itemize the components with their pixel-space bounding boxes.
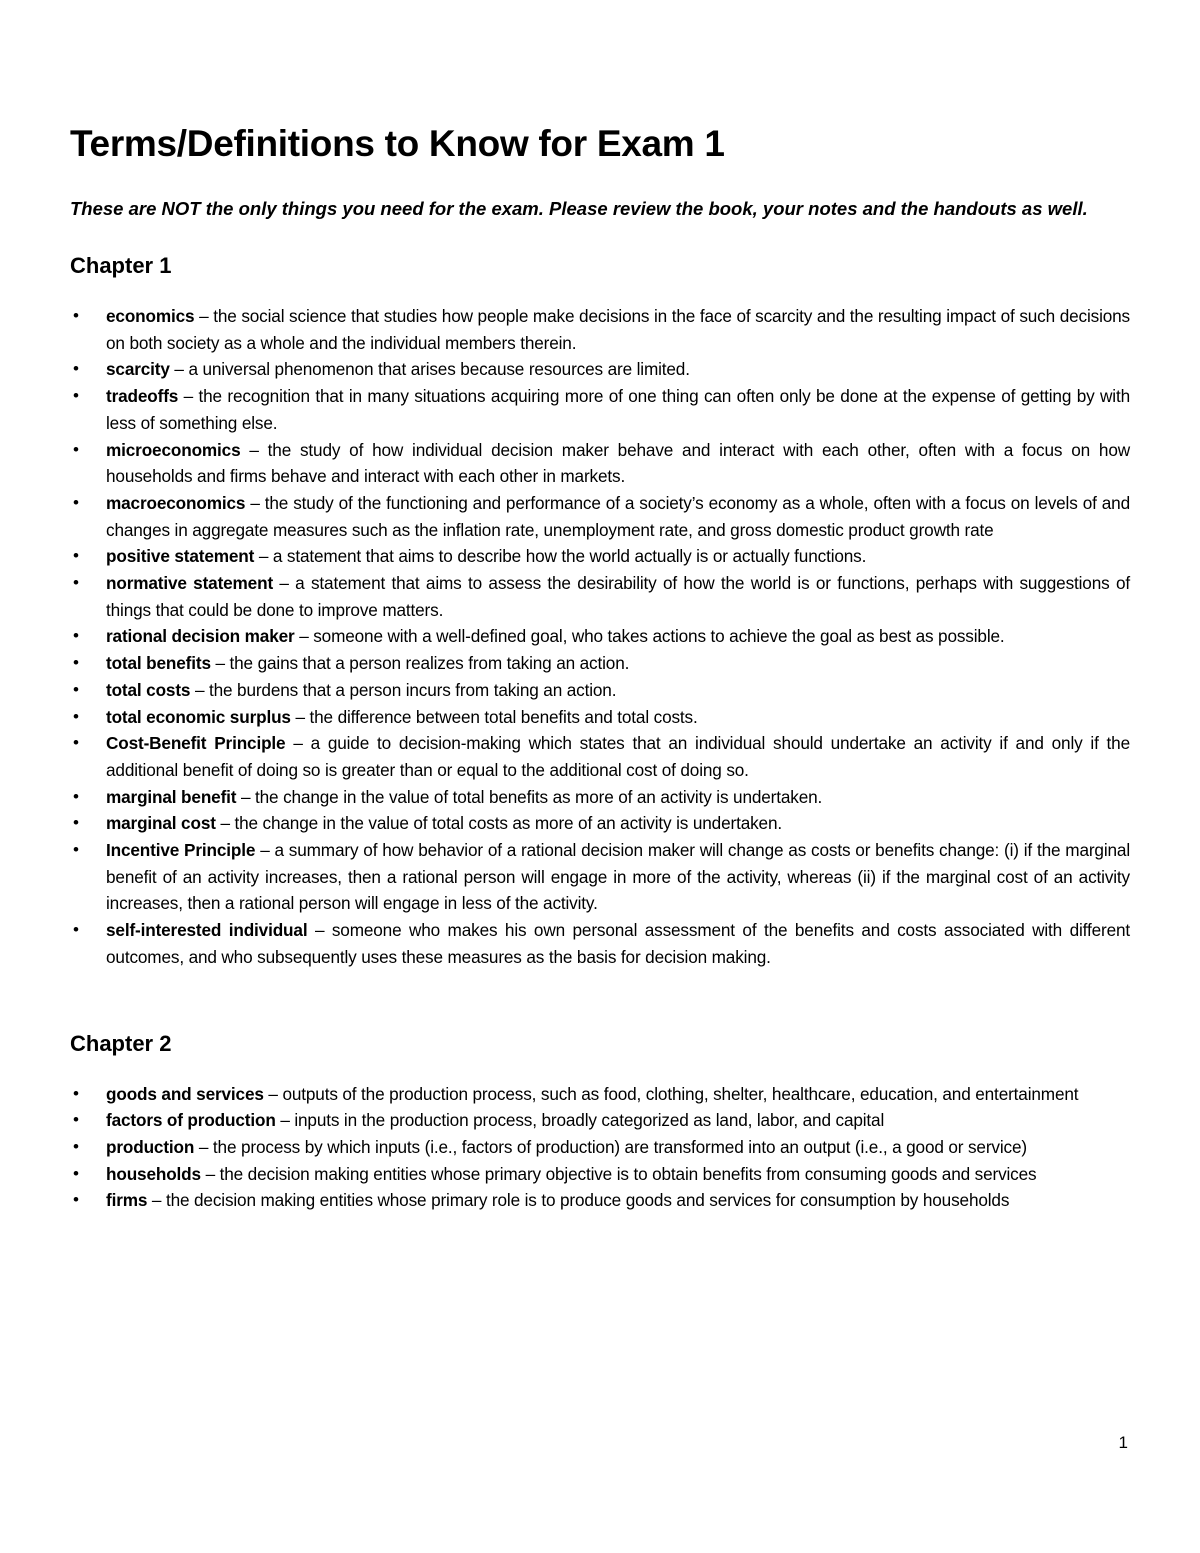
bullet-icon: • — [73, 813, 79, 833]
term-definition: – a statement that aims to assess the desirability of how the world is or functions, perhaps with suggestions of things that could be done to improve matters. — [106, 573, 1130, 620]
term-definition: – a guide to decision-making which states that an individual should undertake an activity if and only if the additional benefit of doing so is greater than or equal to the additional cost of doing so. — [106, 733, 1130, 780]
term-name: marginal cost — [106, 813, 216, 834]
term-name: marginal benefit — [106, 786, 237, 807]
bullet-icon: • — [73, 439, 79, 459]
term-definition: – the burdens that a person incurs from taking an action. — [190, 679, 617, 700]
term-definition: – a summary of how behavior of a rational decision maker will change as costs or benefits change: (i) if the marginal benefit of an activity increases, then a rational person will engage in more of the activity, whereas (ii) if the marginal cost of an activity increases, then a rational person will engage in less of the activity. — [106, 840, 1130, 914]
term-name: total costs — [106, 679, 191, 700]
intro-note: These are NOT the only things you need for the exam. Please review the book, your notes and the handouts as well. — [70, 198, 1088, 219]
term-item — [70, 917, 1130, 970]
bullet-icon: • — [73, 733, 79, 753]
bullet-icon: • — [73, 920, 79, 940]
term-name: Incentive Principle — [106, 840, 256, 861]
document-page — [70, 120, 1130, 1214]
term-definition: – the process by which inputs (i.e., factors of production) are transformed into an output (i.e., a good or service) — [194, 1136, 1027, 1157]
term-name: economics — [106, 306, 195, 326]
term-definition: – outputs of the production process, such as food, clothing, shelter, healthcare, education, and entertainment — [263, 1083, 1079, 1104]
bullet-icon: • — [73, 546, 79, 566]
bullet-icon: • — [73, 573, 79, 593]
term-name: scarcity — [106, 359, 170, 380]
term-item — [70, 1134, 1130, 1161]
term-name: tradeoffs — [106, 386, 179, 407]
term-definition: – the gains that a person realizes from taking an action. — [210, 653, 630, 674]
term-name: factors of production — [106, 1110, 276, 1131]
page-number: 1 — [1118, 1433, 1128, 1452]
term-item — [70, 837, 1130, 917]
bullet-icon: • — [73, 1163, 79, 1183]
term-definition: – the study of the functioning and performance of a society’s economy as a whole, often with a focus on levels of and changes in aggregate measures such as the inflation rate, unemployment rate, and gross domestic product growth rate — [106, 492, 1130, 540]
term-item — [70, 303, 1130, 356]
term-item — [70, 1161, 1130, 1188]
term-item — [70, 704, 1130, 731]
chapter-2-term-list — [70, 1081, 1130, 1215]
term-definition: – someone with a well-defined goal, who takes actions to achieve the goal as best as possible. — [294, 626, 1005, 647]
term-name: goods and services — [106, 1083, 264, 1104]
term-item — [70, 543, 1130, 570]
term-name: total economic surplus — [106, 706, 291, 727]
chapter-2-heading: Chapter 2 — [70, 1030, 172, 1056]
bullet-icon: • — [73, 359, 79, 379]
term-definition: – the decision making entities whose primary role is to produce goods and services for consumption by households — [147, 1190, 1010, 1211]
bullet-icon: • — [73, 1136, 79, 1156]
term-item — [70, 1187, 1130, 1214]
bullet-icon: • — [73, 1083, 79, 1103]
bullet-icon: • — [73, 786, 79, 806]
term-item — [70, 490, 1130, 543]
chapter-1-term-list — [70, 303, 1130, 971]
bullet-icon: • — [73, 306, 79, 325]
bullet-icon: • — [73, 492, 79, 512]
term-item — [70, 437, 1130, 490]
bullet-icon: • — [73, 386, 79, 406]
term-definition: – the recognition that in many situations acquiring more of one thing can often only be done at the expense of getting by with less of something else. — [106, 386, 1130, 433]
term-item — [70, 1081, 1130, 1108]
term-item — [70, 623, 1130, 650]
term-definition: – the change in the value of total costs as more of an activity is undertaken. — [215, 813, 782, 834]
document-title: Terms/Definitions to Know for Exam 1 — [70, 123, 725, 164]
term-name: total benefits — [106, 653, 211, 674]
term-name: Cost-Benefit Principle — [106, 733, 286, 754]
term-item — [70, 730, 1130, 783]
term-item — [70, 810, 1130, 837]
term-definition: – the study of how individual decision maker behave and interact with each other, often with a focus on how households and firms behave and interact with each other in markets. — [106, 439, 1130, 487]
term-item — [70, 677, 1130, 704]
term-definition: – a universal phenomenon that arises because resources are limited. — [169, 359, 690, 380]
bullet-icon: • — [73, 679, 79, 699]
term-definition: – the difference between total benefits and total costs. — [290, 706, 698, 727]
term-name: positive statement — [106, 546, 255, 567]
bullet-icon: • — [73, 1110, 79, 1130]
chapter-1-heading: Chapter 1 — [70, 253, 172, 278]
bullet-icon: • — [73, 840, 79, 860]
term-definition: – a statement that aims to describe how the world actually is or actually functions. — [254, 546, 867, 567]
term-item — [70, 1107, 1130, 1134]
term-name: self-interested individual — [106, 920, 308, 941]
term-item — [70, 570, 1130, 623]
term-item — [70, 784, 1130, 811]
term-name: production — [106, 1136, 195, 1157]
term-definition: – the social science that studies how people make decisions in the face of scarcity and the resulting impact of such decisions on both society as a whole and the individual members therein. — [106, 306, 1130, 353]
term-item — [70, 383, 1130, 436]
bullet-icon: • — [73, 626, 79, 646]
term-name: microeconomics — [106, 439, 241, 460]
term-name: households — [106, 1163, 201, 1184]
term-name: rational decision maker — [106, 626, 295, 647]
term-definition: – inputs in the production process, broadly categorized as land, labor, and capital — [275, 1110, 885, 1131]
term-definition: – the decision making entities whose primary objective is to obtain benefits from consuming goods and services — [200, 1163, 1037, 1184]
term-definition: – someone who makes his own personal assessment of the benefits and costs associated with different outcomes, and who subsequently uses these measures as the basis for decision making. — [106, 920, 1131, 967]
bullet-icon: • — [73, 706, 79, 726]
term-item — [70, 650, 1130, 677]
bullet-icon: • — [73, 653, 79, 673]
term-item — [70, 356, 1130, 383]
term-name: normative statement — [106, 573, 274, 594]
bullet-icon: • — [73, 1190, 79, 1210]
term-name: firms — [106, 1190, 148, 1211]
term-definition: – the change in the value of total benefits as more of an activity is undertaken. — [236, 786, 823, 807]
term-name: macroeconomics — [106, 492, 246, 513]
